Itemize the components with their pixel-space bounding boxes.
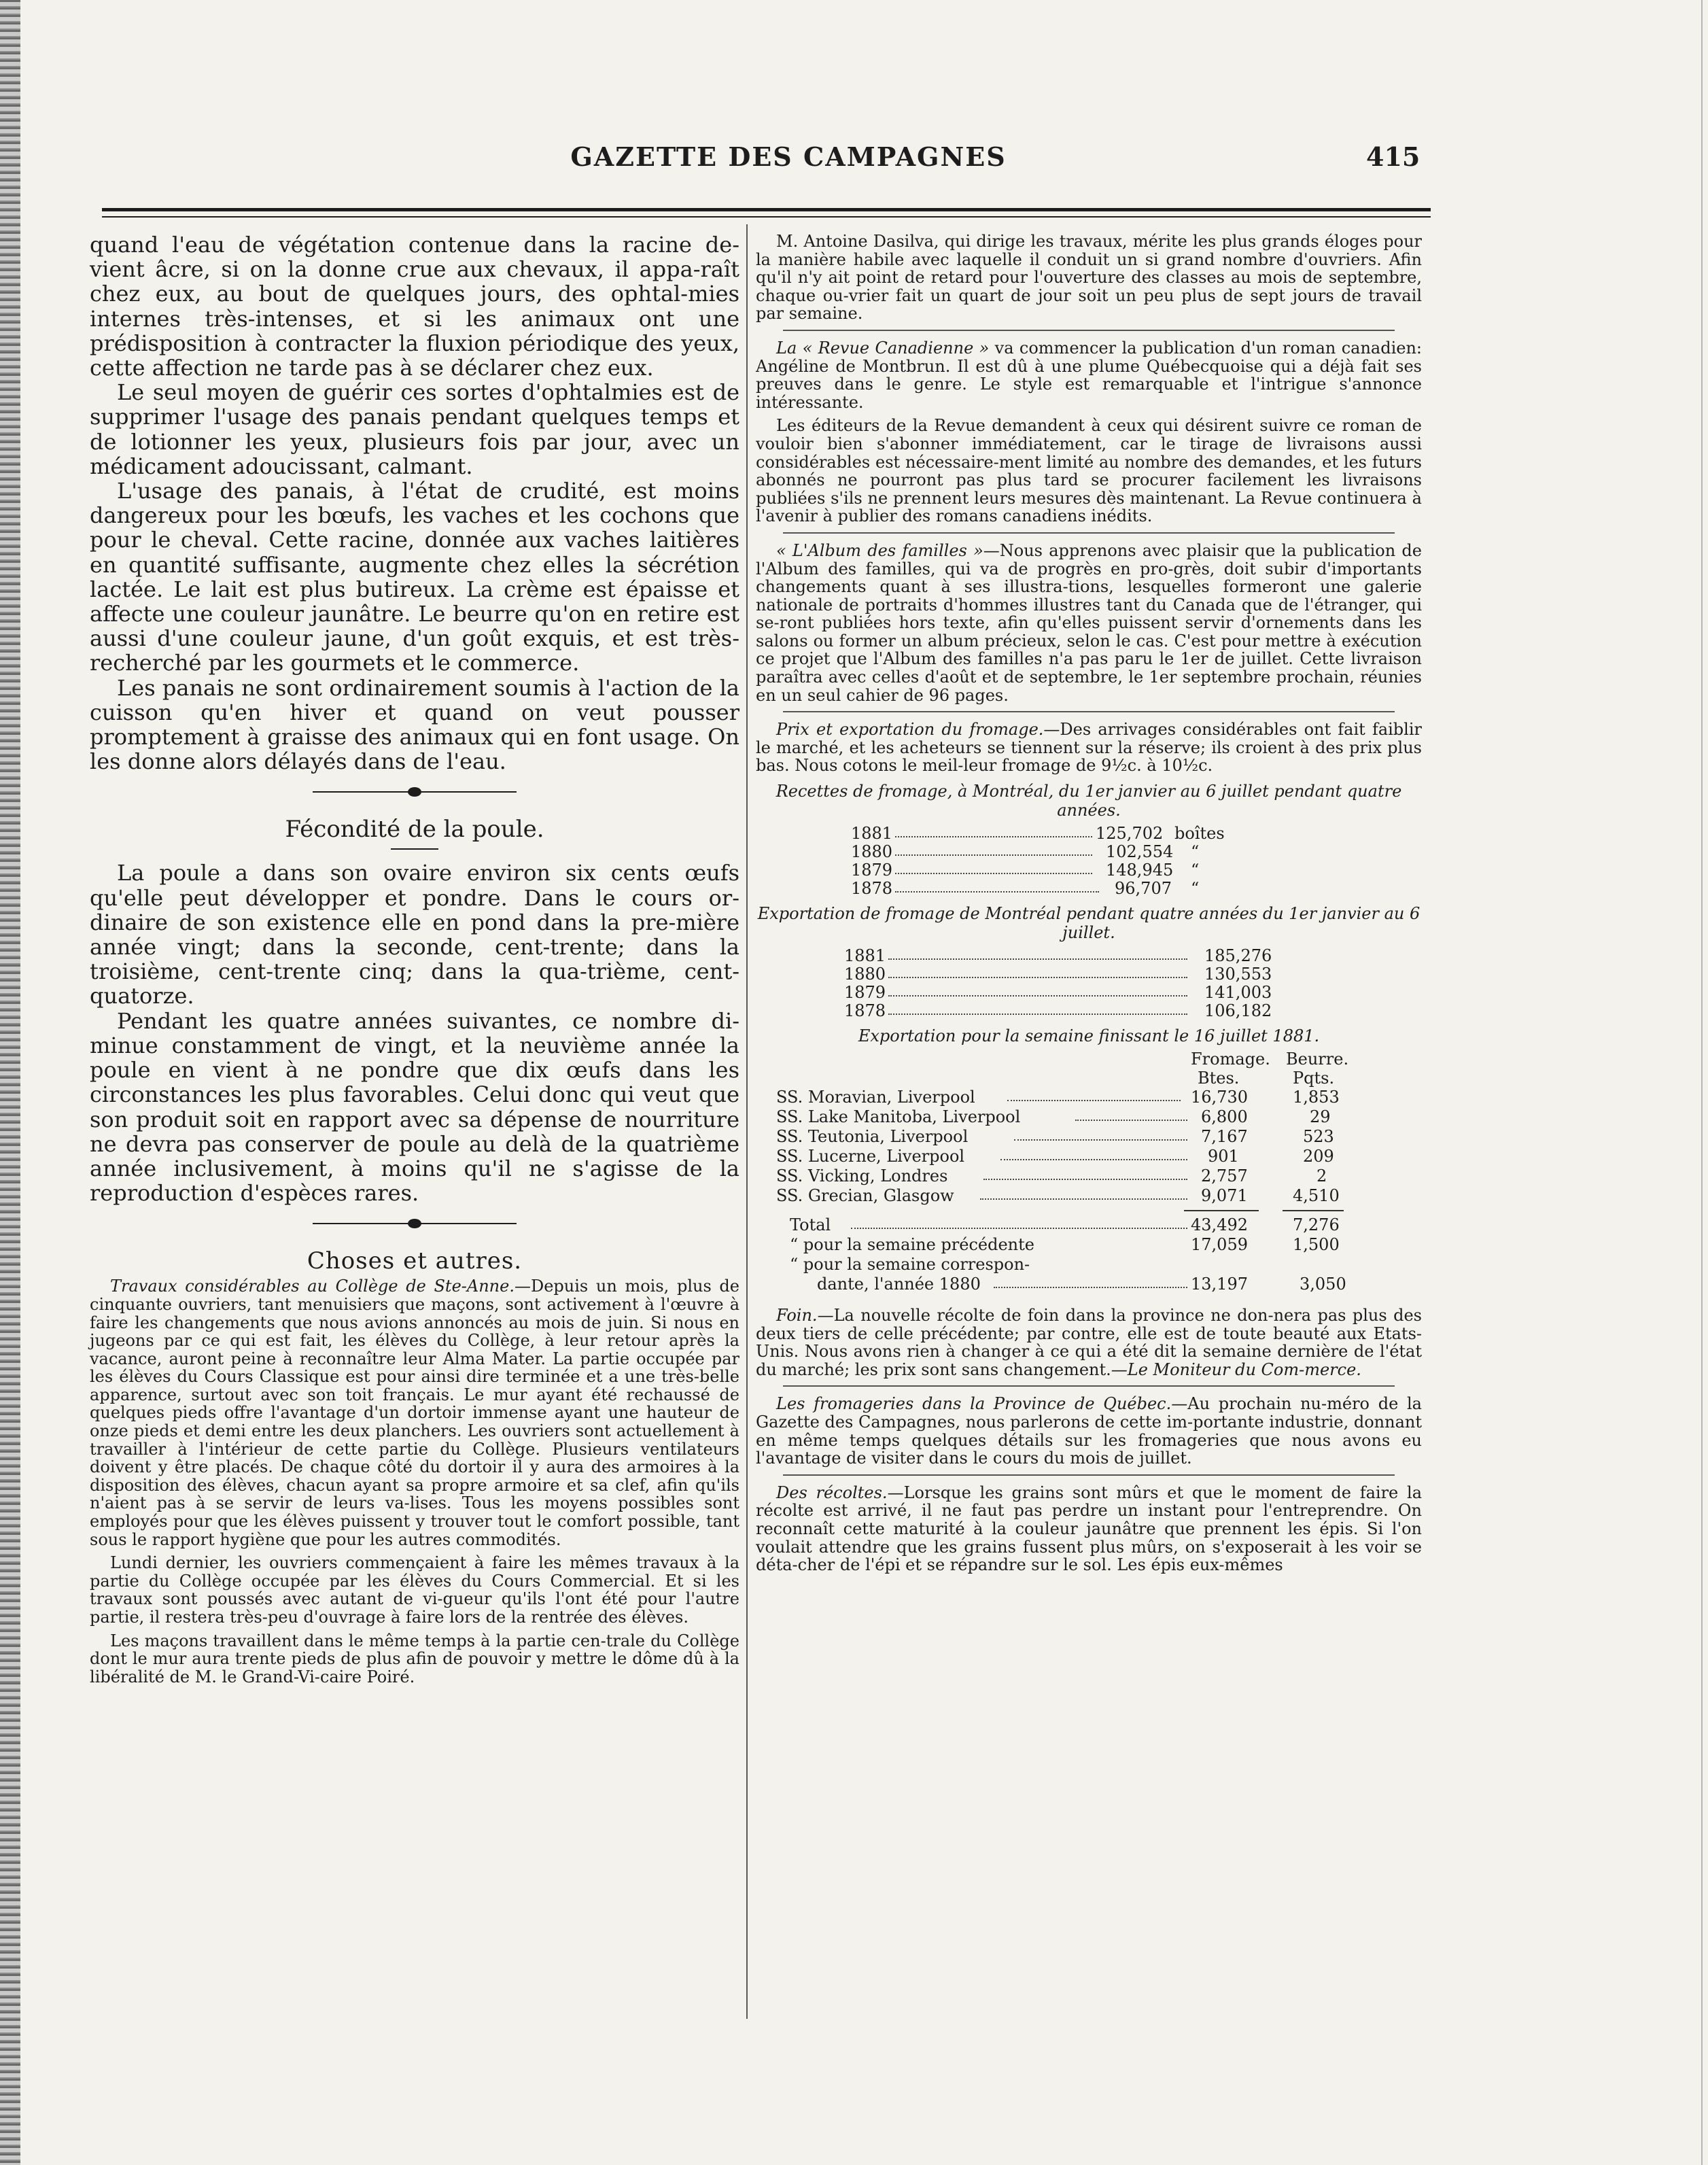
paragraph: L'usage des panais, à l'état de crudité, est moins dangereux pour les bœufs, les vaches et les cochons que pour le cheval. Cette racine, donnée aux vaches laitières en quantité suffisante, augmente chez elles la sécrétion lactée. Le lait est plus butireux. La crème est épaisse et affecte une couleur jaunâtre. Le beurre qu'on en retire est aussi d'une couleur jaune, d'un goût exquis, et est très-recherché par les gourmets et le commerce. — [90, 478, 739, 676]
cheese-cell: 9,071 — [1201, 1186, 1248, 1206]
butter-cell: 1,853 — [1293, 1088, 1340, 1107]
year-cell: 1880 — [851, 842, 893, 862]
total-rule — [1283, 1210, 1344, 1211]
ship-cell: SS. Grecian, Glasgow — [776, 1186, 954, 1206]
butter-cell: 29 — [1310, 1107, 1331, 1127]
comparison-label: “ pour la semaine correspon- — [790, 1255, 1030, 1275]
year-cell: 1878 — [851, 879, 893, 899]
butter-cell: 209 — [1303, 1147, 1334, 1166]
leader-dots — [980, 1186, 1187, 1200]
cheese-cell: 2,757 — [1201, 1166, 1248, 1186]
table-row — [756, 1088, 1422, 1107]
unit-cell: boîtes — [1174, 824, 1225, 844]
table-row — [756, 1275, 1422, 1294]
table-row — [756, 946, 1422, 965]
paragraph — [756, 1395, 1422, 1467]
paragraph: Les panais ne sont ordinairement soumis à l'action de la cuisson qu'en hiver et quand on veut pousser promptement à graisse des animaux qui en font usage. On les donne alors délayés dans de l'eau. — [90, 674, 739, 775]
paragraph: La poule a dans son ovaire environ six cents œufs qu'elle peut développer et pondre. Dans le cours or-dinaire de son existence elle en pond dans la pre-mière année vingt; dans la seconde, cent-trente; dans la troisième, cent-trente cinq; dans la qua-trième, cent-quatorze. — [90, 860, 739, 1009]
page-edge — [1701, 0, 1703, 2165]
table-header-row — [756, 1050, 1422, 1069]
value-cell: 141,003 — [1204, 983, 1272, 1003]
notes-top — [756, 232, 1422, 775]
paragraph — [90, 1554, 739, 1626]
table-caption: Exportation pour la semaine finissant le 16 juillet 1881. — [858, 1026, 1320, 1046]
ditto-mark: “ — [1191, 861, 1200, 880]
article-panais — [90, 232, 739, 774]
paragraph-text: Les éditeurs de la Revue demandent à ceux qui désirent suivre ce roman de vouloir bien s'abonner immédiatement, car le tirage de livraisons aussi considérables est nécessaire-ment limité au nombre des demandes, et les futurs abonnés ne pourront pas plus tard se procurer facilement les livraisons publiées s'ils ne prennent leurs mesures dès maintenant. La Revue continuera à l'avenir à publier des romans canadiens inédits. — [756, 416, 1422, 526]
paragraph — [756, 232, 1422, 323]
value-cell: 125,702 — [1096, 824, 1164, 844]
column-header: Fromage. — [1191, 1050, 1270, 1069]
butter-cell: 3,050 — [1300, 1275, 1346, 1294]
table-row — [756, 861, 1422, 879]
paragraph-text: Les maçons travaillent dans le même temps à la partie cen-trale du Collège dont le mur aura trente pieds de plus afin de pouvoir y mettre le dôme dû à la libéralité de M. le Grand-Vi-caire Poiré. — [90, 1631, 739, 1686]
year-cell: 1879 — [844, 983, 886, 1003]
leader-dots — [851, 1215, 1187, 1229]
right-column — [756, 232, 1422, 1580]
short-rule — [391, 848, 438, 850]
binding-edge — [0, 0, 20, 2165]
leader-dots — [895, 842, 1092, 856]
column-header: Beurre. — [1286, 1050, 1349, 1069]
year-cell: 1880 — [844, 965, 886, 984]
value-cell: 96,707 — [1115, 879, 1172, 899]
article-college — [90, 1277, 739, 1686]
separator — [783, 711, 1395, 712]
paragraph — [756, 1484, 1422, 1574]
paragraph-signature: —Le Moniteur du Com-merce. — [1111, 1359, 1361, 1379]
leader-dots — [1075, 1107, 1187, 1121]
year-cell: 1881 — [851, 824, 893, 844]
leader-dots — [888, 1001, 1187, 1015]
table-row — [756, 965, 1422, 983]
section-ornament — [313, 787, 517, 797]
table-row — [756, 1107, 1422, 1127]
table-row — [756, 842, 1422, 861]
left-column — [90, 232, 739, 1691]
column-divider — [746, 224, 748, 2019]
leader-dots — [994, 1275, 1187, 1288]
paragraph — [90, 1632, 739, 1686]
total-rule — [1184, 1210, 1259, 1211]
paragraph — [90, 1277, 739, 1548]
cheese-cell: 13,197 — [1191, 1275, 1248, 1294]
notes-bottom — [756, 1306, 1422, 1574]
separator — [783, 1385, 1395, 1387]
comparison-label: dante, l'année 1880 — [817, 1275, 981, 1294]
separator — [783, 1474, 1395, 1476]
table-caption: Recettes de fromage, à Montréal, du 1er janvier au 6 juillet pendant quatre années. — [775, 782, 1402, 820]
column-unit: Pqts. — [1293, 1069, 1335, 1088]
paragraph-lead: Les fromageries dans la Province de Québec. — [776, 1394, 1172, 1414]
leader-dots — [895, 861, 1092, 874]
butter-cell: 2 — [1317, 1166, 1327, 1186]
running-title: GAZETTE DES CAMPAGNES — [570, 141, 1007, 172]
paragraph-text: —Lorsque les grains sont mûrs et que le moment de faire la récolte est arrivé, il ne faut pas perdre un instant pour l'entreprendre. On reconnaît cette maturité à la couleur jaunâtre que prennent les épis. Si l'on voulait attendre que les grains fussent plus mûrs, on s'exposerait à les voir se déta-cher de l'épi et se répandre sur le sol. Les épis eux-mêmes — [756, 1483, 1423, 1575]
exports-table — [756, 946, 1422, 1020]
paragraph — [756, 339, 1422, 411]
article-poule — [90, 861, 739, 1205]
table-row — [756, 1166, 1422, 1186]
value-cell: 106,182 — [1204, 1001, 1272, 1021]
paragraph-lead: Prix et exportation du fromage. — [776, 720, 1044, 740]
paragraph-text: M. Antoine Dasilva, qui dirige les travaux, mérite les plus grands éloges pour la manière habile avec laquelle il conduit un si grand nombre d'ouvriers. Afin qu'il n'y ait point de retard pour l'ouverture des classes au mois de septembre, chaque ou-vrier fait un quart de jour soit un peu plus de sept jours de travail par semaine. — [756, 232, 1422, 324]
page-number: 415 — [1366, 141, 1421, 172]
paragraph — [756, 417, 1422, 525]
header-rule-thick — [102, 208, 1431, 211]
paragraph: Le seul moyen de guérir ces sortes d'ophtalmies est de supprimer l'usage des panais pendant quelques temps et de lotionner les yeux, plusieurs fois par jour, avec un médicament adoucissant, calmant. — [90, 379, 739, 479]
leader-dots — [888, 965, 1187, 978]
weekly-exports-table — [756, 1050, 1422, 1294]
paragraph — [756, 721, 1422, 775]
total-rule-row — [756, 1206, 1422, 1215]
receipts-table — [756, 824, 1422, 897]
table-row — [756, 1001, 1422, 1020]
paragraph-text: —Depuis un mois, plus de cinquante ouvriers, tant menuisiers que maçons, sont activement à l'œuvre à faire les changements que nous avions annoncés au mois de juin. Si nous en jugeons par ce qui est fait, les élèves du Collège, à leur retour après la vacance, auront peine à reconnaître leur Alma Mater. La partie occupée par les élèves du Cours Classique est pour ainsi dire terminée et a une très-belle apparence, surtout avec son toit français. Le mur ayant été rechaussé de quelques pieds offre l'avantage d'un dortoir immense ayant une hauteur de onze pieds et demi entre les deux planchers. Les ouvriers sont actuellement à travailler à l'intérieur de cette partie du Collège. Plusieurs ventilateurs doivent y être placés. De chaque côté du dortoir il y aura des armoires à la disposition des élèves, chacun ayant sa propre armoire et sa clef, afin qu'ils n'aient pas à se servir de leurs va-lises. Tous les moyens possibles sont employés pour que les élèves puissent y trouver tout le comfort possible, tant sous le rapport hygiène que pour les autres commodités. — [90, 1277, 740, 1549]
comparison-label: “ pour la semaine précédente — [790, 1235, 1034, 1255]
value-cell: 130,553 — [1204, 965, 1272, 984]
paragraph-text: —Au prochain nu-méro de la Gazette des Campagnes, nous parlerons de cette im-portante industrie, donnant en même temps quelques détails sur les fromageries que nous avons eu l'avantage de visiter dans le cours du mois de juillet. — [756, 1394, 1422, 1468]
butter-cell: 4,510 — [1293, 1186, 1340, 1206]
paragraph-lead: Travaux considérables au Collège de Ste-Anne. — [110, 1277, 515, 1296]
value-cell: 102,554 — [1106, 842, 1174, 862]
ship-cell: SS. Vicking, Londres — [776, 1166, 948, 1186]
section-title: Fécondité de la poule. — [285, 816, 544, 844]
table-row — [756, 1255, 1422, 1275]
total-label: Total — [790, 1215, 831, 1235]
paragraph-lead: « L'Album des familles » — [776, 540, 983, 560]
header-rule-thin — [102, 216, 1431, 218]
value-cell: 148,945 — [1106, 861, 1174, 880]
paragraph — [756, 542, 1422, 704]
paragraph-lead: Foin. — [776, 1306, 818, 1326]
table-header-row — [756, 1069, 1422, 1088]
ditto-mark: “ — [1191, 879, 1200, 899]
cheese-cell: 901 — [1208, 1147, 1239, 1166]
ditto-mark: “ — [1191, 842, 1200, 862]
table-row — [756, 1235, 1422, 1255]
table-row — [756, 1147, 1422, 1166]
paragraph-text: Lundi dernier, les ouvriers commençaient à faire les mêmes travaux à la partie du Collège occupée par les élèves du Cours Commercial. Et si les travaux sont poussés avec autant de vi-gueur qu'ils l'ont été pour l'autre partie, il restera très-peu d'ouvrage à faire lors de la rentrée des élèves. — [90, 1553, 739, 1627]
paragraph — [756, 1306, 1422, 1379]
paragraph: quand l'eau de végétation contenue dans la racine de-vient âcre, si on la donne crue aux chevaux, il appa-raît chez eux, au bout de quelques jours, des ophtal-mies internes très-intenses, et si les animaux ont une prédisposition à contracter la fluxion périodique des yeux, cette affection ne tarde pas à se déclarer chez eux. — [90, 232, 739, 381]
cheese-cell: 16,730 — [1191, 1088, 1248, 1107]
leader-dots — [983, 1166, 1187, 1180]
leader-dots — [888, 946, 1187, 960]
leader-dots — [895, 879, 1099, 893]
leader-dots — [888, 983, 1187, 997]
ship-cell: SS. Lake Manitoba, Liverpool — [776, 1107, 1021, 1127]
butter-cell: 1,500 — [1293, 1235, 1340, 1255]
leader-dots — [1007, 1088, 1181, 1101]
column-unit: Btes. — [1198, 1069, 1240, 1088]
section-ornament — [313, 1219, 517, 1228]
cheese-cell: 17,059 — [1191, 1235, 1248, 1255]
leader-dots — [1014, 1127, 1187, 1141]
paragraph-text: —La nouvelle récolte de foin dans la province ne don-nera pas plus des deux tiers de celle précédente; par contre, elle est de toute beauté aux Etats-Unis. Nous avons rien à changer à ce qui a été dit la semaine dernière de l'état du marché; les prix sont sans changement. — [756, 1306, 1422, 1379]
cheese-cell: 43,492 — [1191, 1215, 1248, 1235]
ship-cell: SS. Teutonia, Liverpool — [776, 1127, 969, 1147]
table-row — [756, 879, 1422, 897]
table-row — [756, 1186, 1422, 1206]
paragraph-lead: La « Revue Canadienne » — [776, 338, 990, 358]
value-cell: 185,276 — [1204, 946, 1272, 966]
year-cell: 1878 — [844, 1001, 886, 1021]
year-cell: 1879 — [851, 861, 893, 880]
paragraph-text: —Des arrivages considérables ont fait faiblir le marché, et les acheteurs se tiennent sur la réserve; ils croient à des prix plus bas. Nous cotons le meil-leur fromage de 9½c. à 10½c. — [756, 720, 1422, 776]
ship-cell: SS. Moravian, Liverpool — [776, 1088, 975, 1107]
paragraph-text: —Nous apprenons avec plaisir que la publication de l'Album des familles, qui va de progrès en pro-grès, doit subir d'importants changements quant à ses illustra-tions, lesquelles formeront une galerie nationale de portraits d'hommes illustres tant du Canada que de l'étranger, qui se-ront publiées hors texte, afin qu'elles puissent servir d'ornements dans les salons ou former un album précieux, selon le cas. C'est pour mettre à exécution ce projet que l'Album des familles n'a pas paru le 1er de juillet. Cette livraison paraîtra avec celles d'août et de septembre, le 1er septembre prochain, réunies en un seul cahier de 96 pages. — [756, 540, 1422, 705]
separator — [783, 532, 1395, 534]
cheese-cell: 6,800 — [1201, 1107, 1248, 1127]
leader-dots — [895, 824, 1092, 837]
butter-cell: 7,276 — [1293, 1215, 1340, 1235]
table-row — [756, 1127, 1422, 1147]
year-cell: 1881 — [844, 946, 886, 966]
separator — [783, 330, 1395, 331]
leader-dots — [1000, 1147, 1187, 1160]
table-caption: Exportation de fromage de Montréal pendant quatre années du 1er janvier au 6 juillet. — [757, 904, 1421, 943]
total-row — [756, 1215, 1422, 1235]
cheese-cell: 7,167 — [1201, 1127, 1248, 1147]
table-row — [756, 824, 1422, 842]
paragraph-text: va commencer la publication d'un roman canadien: Angéline de Montbrun. Il est dû à une plume Québecquoise qui a déjà fait ses preuves dans le genre. Le style est remarquable et l'intrigue s'annonce intéressante. — [756, 338, 1422, 412]
paragraph-lead: Des récoltes. — [776, 1483, 888, 1502]
table-row — [756, 983, 1422, 1001]
paragraph: Pendant les quatre années suivantes, ce nombre di-minue constamment de vingt, et la neuvième année la poule en vient à ne pondre que dix œufs dans les circonstances les plus favorables. Celui donc qui veut que son produit soit en rapport avec sa dépense de nourriture ne devra pas conserver de poule au delà de la quatrième année inclusivement, à moins qu'il ne s'agisse de la reproduction d'espèces rares. — [90, 1007, 739, 1207]
butter-cell: 523 — [1303, 1127, 1334, 1147]
section-title: Choses et autres. — [307, 1247, 523, 1275]
ship-cell: SS. Lucerne, Liverpool — [776, 1147, 965, 1166]
